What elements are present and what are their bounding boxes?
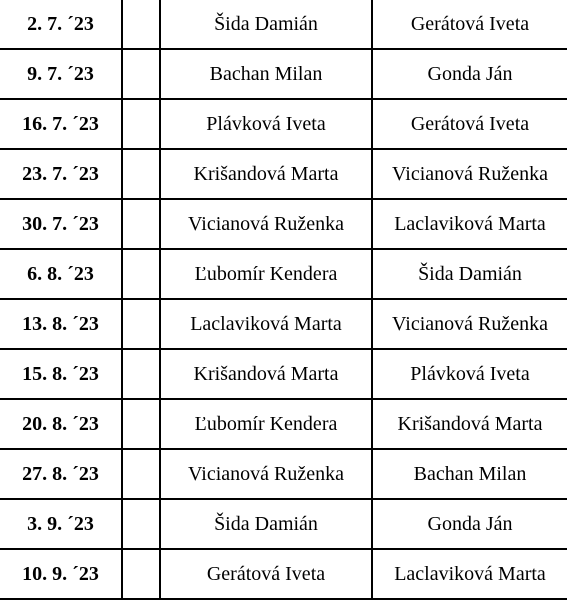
blank-cell [122, 0, 160, 49]
table-row [0, 199, 567, 249]
table-row [0, 549, 567, 599]
table-row [0, 149, 567, 199]
first-name-cell: Ľubomír Kendera [160, 249, 372, 299]
blank-cell [122, 399, 160, 449]
second-name-cell: Gonda Ján [372, 499, 567, 549]
table-row [0, 99, 567, 149]
first-name-cell: Gerátová Iveta [160, 549, 372, 599]
blank-cell [122, 549, 160, 599]
first-name-cell: Šida Damián [160, 499, 372, 549]
first-name-cell: Bachan Milan [160, 49, 372, 99]
second-name-cell: Krišandová Marta [372, 399, 567, 449]
date-cell: 20. 8. ´23 [0, 399, 122, 449]
date-cell: 30. 7. ´23 [0, 199, 122, 249]
date-cell: 6. 8. ´23 [0, 249, 122, 299]
blank-cell [122, 449, 160, 499]
second-name-cell: Šida Damián [372, 249, 567, 299]
second-name-cell: Bachan Milan [372, 449, 567, 499]
second-name-cell: Gerátová Iveta [372, 99, 567, 149]
second-name-cell: Laclaviková Marta [372, 199, 567, 249]
second-name-cell: Vicianová Ruženka [372, 149, 567, 199]
table-row [0, 249, 567, 299]
table-row [0, 299, 567, 349]
first-name-cell: Ľubomír Kendera [160, 399, 372, 449]
table-row [0, 449, 567, 499]
first-name-cell: Plávková Iveta [160, 99, 372, 149]
date-cell: 9. 7. ´23 [0, 49, 122, 99]
first-name-cell: Krišandová Marta [160, 349, 372, 399]
blank-cell [122, 99, 160, 149]
date-cell: 2. 7. ´23 [0, 0, 122, 49]
blank-cell [122, 299, 160, 349]
table-row [0, 349, 567, 399]
blank-cell [122, 149, 160, 199]
first-name-cell: Vicianová Ruženka [160, 449, 372, 499]
table-row [0, 399, 567, 449]
table-row [0, 49, 567, 99]
date-cell: 10. 9. ´23 [0, 549, 122, 599]
blank-cell [122, 199, 160, 249]
second-name-cell: Gonda Ján [372, 49, 567, 99]
date-cell: 23. 7. ´23 [0, 149, 122, 199]
blank-cell [122, 49, 160, 99]
second-name-cell: Plávková Iveta [372, 349, 567, 399]
blank-cell [122, 499, 160, 549]
first-name-cell: Laclaviková Marta [160, 299, 372, 349]
second-name-cell: Vicianová Ruženka [372, 299, 567, 349]
table-row [0, 499, 567, 549]
first-name-cell: Vicianová Ruženka [160, 199, 372, 249]
second-name-cell: Gerátová Iveta [372, 0, 567, 49]
date-cell: 27. 8. ´23 [0, 449, 122, 499]
second-name-cell: Laclaviková Marta [372, 549, 567, 599]
first-name-cell: Krišandová Marta [160, 149, 372, 199]
date-cell: 3. 9. ´23 [0, 499, 122, 549]
date-cell: 16. 7. ´23 [0, 99, 122, 149]
date-cell: 15. 8. ´23 [0, 349, 122, 399]
blank-cell [122, 349, 160, 399]
blank-cell [122, 249, 160, 299]
date-cell: 13. 8. ´23 [0, 299, 122, 349]
first-name-cell: Šida Damián [160, 0, 372, 49]
table-row [0, 0, 567, 49]
